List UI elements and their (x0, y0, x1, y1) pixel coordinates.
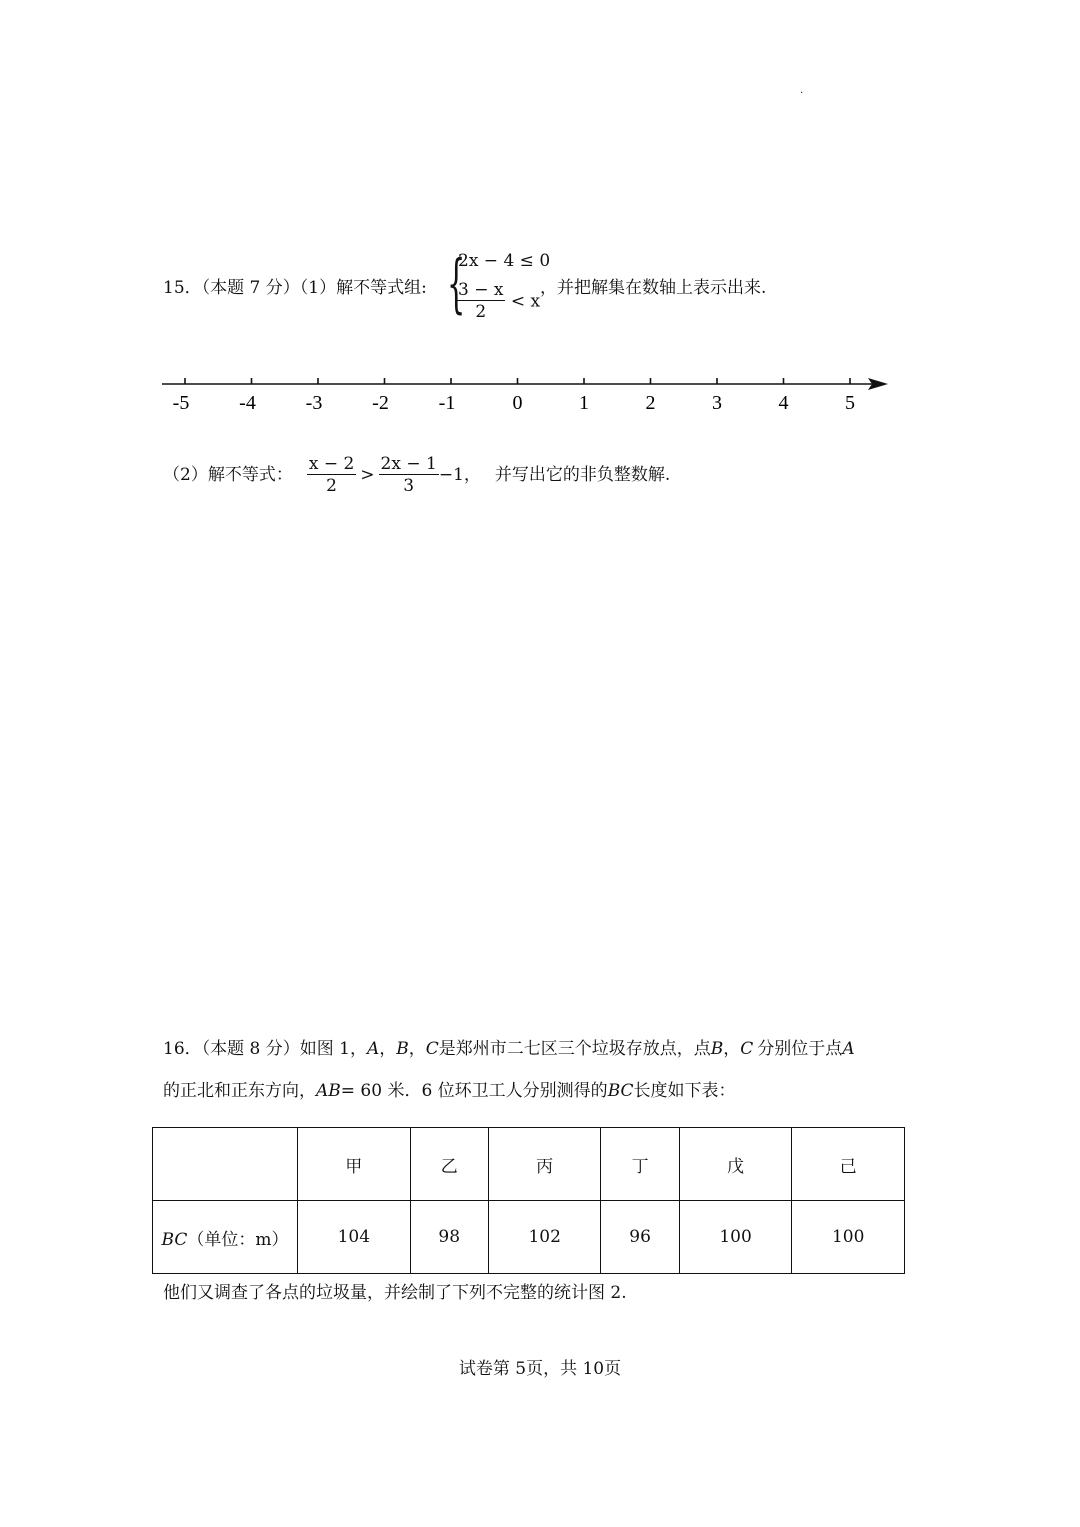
table-header-cell: 丙 (488, 1128, 601, 1201)
q16-text-1b: 是郑州市二七区三个垃圾存放点，点 (438, 1039, 711, 1059)
q15-part2 (163, 450, 670, 500)
segment-ab: AB (316, 1081, 341, 1101)
q16-sep: ， (379, 1039, 397, 1059)
q15-header (163, 277, 427, 299)
q15-part2-tail: 并写出它的非负整数解. (494, 465, 671, 485)
q16-text-2a: 的正北和正东方向， (163, 1081, 316, 1101)
number-line-label: 3 (712, 392, 722, 414)
number-line-label: -5 (172, 392, 190, 414)
table-header-row (153, 1128, 905, 1201)
point-c: C (740, 1039, 754, 1059)
table-header-cell: 甲 (298, 1128, 411, 1201)
frac2-denominator: 3 (403, 475, 415, 496)
table-corner-cell (153, 1128, 298, 1201)
q16-number: 16． (163, 1039, 202, 1059)
row-label-var: BC (161, 1229, 188, 1250)
table-header-cell: 己 (792, 1128, 905, 1201)
number-line-label: -3 (305, 392, 323, 414)
number-line (150, 365, 910, 425)
q15-part2-fraction-1 (307, 454, 356, 497)
q15-part2-fraction-2 (379, 454, 439, 497)
number-line-label: -1 (438, 392, 456, 414)
system-brace: { (447, 247, 466, 321)
number-line-label: -2 (372, 392, 389, 414)
number-line-label: -4 (239, 392, 256, 414)
q16-after-table: 他们又调查了各点的垃圾量，并绘制了下列不完整的统计图 2. (163, 1283, 627, 1303)
minus-one: −1， (438, 465, 481, 485)
q16-line-1 (163, 1038, 855, 1060)
q15-score: （本题 7 分） (201, 278, 300, 298)
number-line-label: 2 (645, 392, 656, 414)
table-header-cell: 乙 (410, 1128, 488, 1201)
table-row (153, 1201, 905, 1274)
greater-than-sign: > (360, 465, 375, 485)
number-line-label: 5 (845, 392, 855, 414)
frac2-numerator: 2x − 1 (380, 453, 437, 474)
number-line-label: 1 (579, 392, 589, 414)
point-a: A (842, 1039, 855, 1059)
q16-score: （本题 8 分） (201, 1039, 300, 1059)
q15-part1-label: （1）解不等式组: (299, 278, 427, 298)
q16-text-1a: 如图 1， (299, 1039, 367, 1059)
point-b: B (710, 1039, 724, 1059)
table-cell: 102 (488, 1201, 601, 1274)
q16-line-2 (163, 1080, 736, 1102)
table-cell: 100 (792, 1201, 905, 1274)
q15-ineq2-relation: < x (510, 291, 541, 312)
q15-number: 15． (163, 278, 202, 298)
frac1-numerator: x − 2 (308, 453, 355, 474)
bc-table (152, 1127, 905, 1274)
q15-part2-label: （2）解不等式： (163, 465, 293, 485)
row-label-unit: （单位：m） (187, 1229, 289, 1250)
corner-mark: . (800, 85, 804, 96)
q15-inequality-1: 2x − 4 ≤ 0 (458, 251, 551, 271)
table-header-cell: 戊 (679, 1128, 792, 1201)
frac1-denominator: 2 (326, 475, 337, 496)
q16-text-2b: = 60 米．6 位环卫工人分别测得的 (340, 1081, 608, 1101)
segment-bc: BC (607, 1081, 634, 1101)
q16-text-1c: 分别位于点 (757, 1039, 843, 1059)
number-line-label: 0 (512, 392, 523, 414)
point-c: C (425, 1039, 439, 1059)
table-cell: 96 (601, 1201, 679, 1274)
point-b: B (396, 1039, 409, 1059)
table-row-label (153, 1201, 298, 1274)
table-header-cell: 丁 (601, 1128, 679, 1201)
page-footer: 试卷第 5页，共 10页 (458, 1359, 622, 1379)
q15-inequality-2 (456, 280, 540, 323)
q15-ineq2-numerator: 3 − x (458, 280, 504, 300)
table-cell: 100 (679, 1201, 792, 1274)
point-a: A (367, 1039, 380, 1059)
q15-part1-tail: ，并把解集在数轴上表示出来. (540, 278, 767, 298)
table-cell: 98 (410, 1201, 488, 1274)
table-cell: 104 (298, 1201, 411, 1274)
number-line-label: 4 (778, 392, 789, 414)
q15-ineq2-denominator: 2 (475, 302, 487, 322)
q16-text-2c: 长度如下表： (633, 1081, 736, 1101)
q16-sep: ， (723, 1039, 741, 1059)
q16-sep: ， (408, 1039, 426, 1059)
q15-ineq2-fraction (456, 280, 505, 323)
